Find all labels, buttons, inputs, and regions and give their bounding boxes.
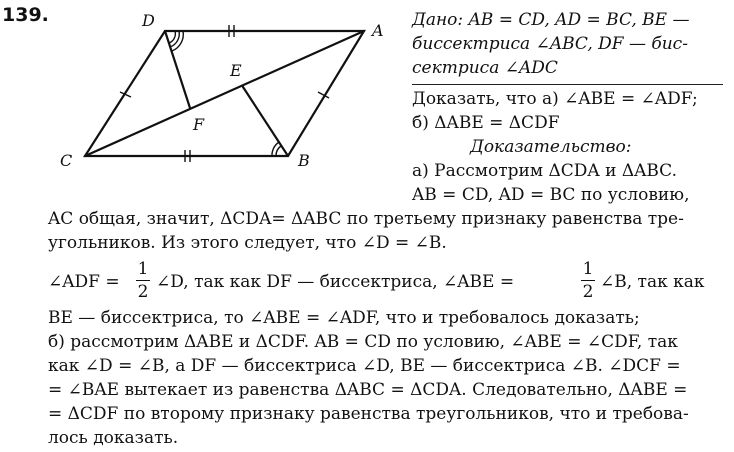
given-line-2: биссектриса ∠ABC, DF — бис- (412, 34, 688, 54)
fraction-denominator: 2 (582, 282, 594, 302)
label-d: D (142, 11, 155, 30)
fraction-part-2: ∠D, так как DF — биссектриса, ∠ABE = (156, 272, 515, 292)
proof-line-11: лось доказать. (48, 428, 179, 448)
proof-line-6: BE — биссектриса, то ∠ABE = ∠ADF, что и требовалось доказать; (48, 308, 640, 328)
prove-line-2: б) ΔABE = ΔCDF (412, 113, 560, 133)
label-c: C (60, 151, 73, 170)
divider-spacer (412, 86, 720, 87)
proof-line-9: = ∠BAE вытекает из равенства ΔABC = ΔCDA. Следовательно, ΔABE = (48, 380, 688, 400)
prove-line-1: Доказать, что а) ∠ABE = ∠ADF; (412, 89, 698, 109)
proof-line-a2: AB = CD, AD = BC по условию, (412, 185, 690, 205)
label-a: A (372, 21, 384, 40)
proof-line-10: = ΔCDF по второму признаку равенства треугольников, что и требова- (48, 404, 689, 424)
fraction-numerator: 1 (137, 259, 149, 279)
proof-line-4: угольников. Из этого следует, что ∠D = ∠B. (48, 233, 447, 253)
proof-line-3: AC общая, значит, ΔCDA= ΔABC по третьему признаку равенства тре- (48, 209, 684, 229)
fraction-one-half-1 (136, 258, 150, 303)
angle-arc-d-1 (169, 31, 175, 43)
parallelogram-figure (0, 0, 410, 180)
given-line-1: Дано: AB = CD, AD = BC, BE — (412, 10, 690, 30)
fraction-one-half-2 (581, 258, 595, 303)
label-e: E (230, 61, 242, 80)
fraction-numerator: 1 (582, 259, 594, 279)
proof-heading: Доказательство: (470, 137, 632, 157)
fraction-part-1: ∠ADF = (48, 272, 120, 292)
bisector-df (165, 31, 190, 108)
divider (412, 84, 723, 85)
label-f: F (193, 115, 205, 134)
proof-line-8: как ∠D = ∠B, а DF — биссектриса ∠D, BE — биссектриса ∠B. ∠DCF = (48, 356, 681, 376)
problem-number: 139. (2, 4, 49, 26)
proof-line-a1: а) Рассмотрим ΔCDA и ΔABC. (412, 161, 677, 181)
proof-line-7: б) рассмотрим ΔABE и ΔCDF. AB = CD по условию, ∠ABE = ∠CDF, так (48, 332, 678, 352)
angle-arc-b-1 (276, 146, 281, 156)
fraction-part-3: ∠B, так как (600, 272, 705, 292)
given-line-3: сектриса ∠ADC (412, 58, 558, 78)
bisector-be (243, 87, 288, 156)
label-b: B (298, 151, 310, 170)
fraction-denominator: 2 (137, 282, 149, 302)
